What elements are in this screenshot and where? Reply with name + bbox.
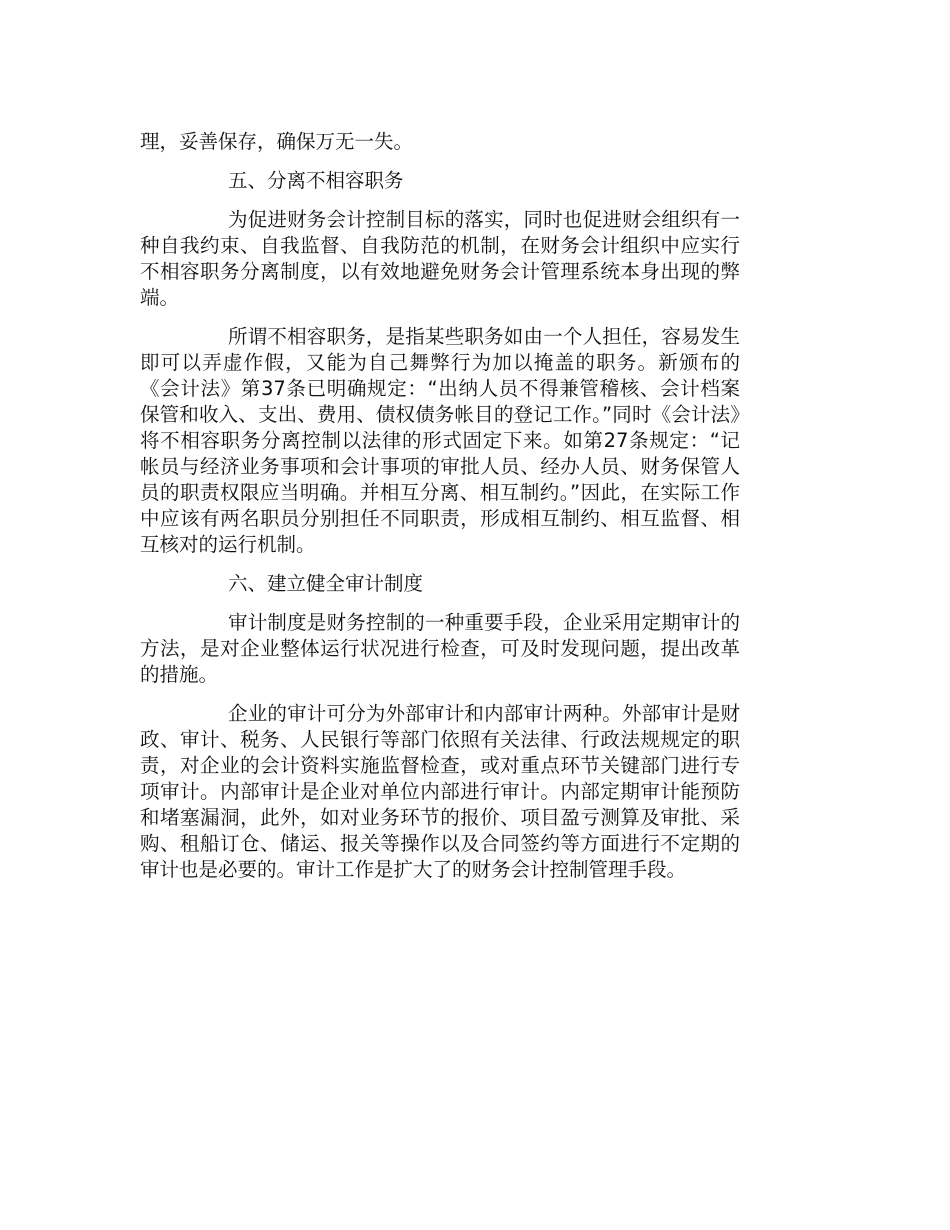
paragraph: 企业的审计可分为外部审计和内部审计两种。外部审计是财政、审计、税务、人民银行等部门依照有关法律、行政法规规定的职责，对企业的会计资料实施监督检查，或对重点环节关键部门进行专项审计。内部审计是企业对单位内部进行审计。内部定期审计能预防和堵塞漏洞，此外，如对业务环节的报价、项目盈亏测算及审批、采购、租船订仓、储运、报关等操作以及合同签约等方面进行不定期的审计也是必要的。审计工作是扩大了的财务会计控制管理手段。 [140, 702, 740, 881]
paragraph-continuation: 理，妥善保存，确保万无一失。 [140, 130, 414, 153]
section-heading-five: 五、分离不相容职务 [228, 169, 404, 192]
paragraph: 所谓不相容职务，是指某些职务如由一个人担任，容易发生即可以弄虚作假，又能为自己舞弊行为加以掩盖的职务。新颁布的《会计法》第37条已明确规定：“出纳人员不得兼管稽核、会计档案保管和收入、支出、费用、债权债务帐目的登记工作。”同时《会计法》将不相容职务分离控制以法律的形式固定下来。如第27条规定：“记帐员与经济业务事项和会计事项的审批人员、经办人员、财务保管人员的职责权限应当明确。并相互分离、相互制约。”因此，在实际工作中应该有两名职员分别担任不同职责，形成相互制约、相互监督、相互核对的运行机制。 [140, 325, 740, 556]
paragraph: 审计制度是财务控制的一种重要手段，企业采用定期审计的方法，是对企业整体运行状况进行检查，可及时发现问题，提出改革的措施。 [140, 611, 740, 686]
paragraph: 为促进财务会计控制目标的落实，同时也促进财会组织有一种自我约束、自我监督、自我防范的机制，在财务会计组织中应实行不相容职务分离制度，以有效地避免财务会计管理系统本身出现的弊端。 [140, 208, 740, 309]
document-body [140, 129, 740, 896]
section-heading-six: 六、建立健全审计制度 [228, 572, 424, 595]
